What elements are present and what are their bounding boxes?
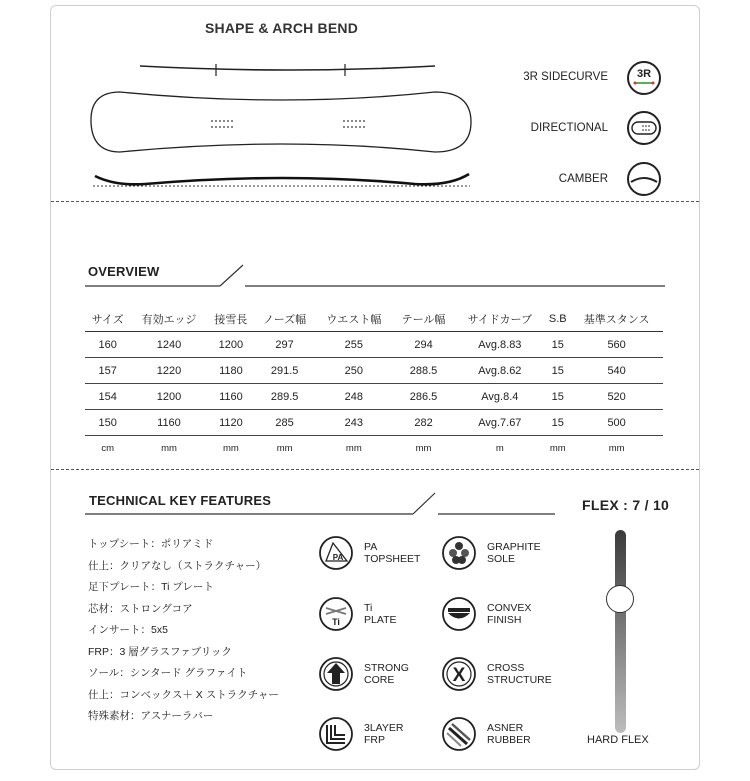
flex-track (615, 530, 626, 733)
feature-line2: FRP (364, 734, 385, 746)
table-cell: 560 (570, 332, 663, 358)
unit-cell: mm (549, 443, 566, 454)
table-cell: 297 (254, 332, 315, 358)
list-item: インサート：5x5 (88, 624, 168, 636)
col-header: ウエスト幅 (315, 307, 393, 332)
table-cell: 250 (315, 358, 393, 384)
table-cell: 520 (570, 384, 663, 410)
table-cell: 294 (393, 332, 455, 358)
table-cell: 1160 (208, 384, 255, 410)
graphite-sole-icon (441, 535, 477, 571)
list-item: FRP：3 層グラスファブリック (88, 645, 232, 658)
feature-graphite-sole (441, 535, 541, 571)
table-cell: 15 (545, 384, 570, 410)
section-divider-top (51, 201, 699, 202)
table-cell: 15 (545, 332, 570, 358)
table-cell: 154 (85, 384, 130, 410)
table-cell: Avg.8.62 (454, 358, 545, 384)
flex-level-knob (606, 585, 634, 613)
table-cell: 282 (393, 410, 455, 436)
svg-text:PA: PA (332, 553, 344, 562)
list-item: 仕上：コンベックス＋ X ストラクチャー (88, 688, 279, 701)
ti-plate-icon (318, 596, 354, 632)
spec-table (85, 307, 663, 461)
asner-rubber-icon (441, 716, 477, 752)
col-header: テール幅 (393, 307, 455, 332)
table-cell: 1200 (208, 332, 255, 358)
overview-title-rule (85, 262, 665, 288)
list-item: 特殊素材：アスナーラバー (88, 710, 214, 722)
board-outline (91, 92, 471, 152)
table-cell: 248 (315, 384, 393, 410)
feature-line2: STRUCTURE (487, 674, 552, 686)
icon-label-camber: CAMBER (558, 173, 608, 185)
feature-line2: FINISH (487, 614, 522, 626)
feature-ti-plate (318, 596, 396, 632)
table-cell: 1160 (130, 410, 207, 436)
table-cell: 1180 (208, 358, 255, 384)
feature-cross-structure (441, 656, 552, 692)
feature-line1: PA (364, 541, 378, 553)
convex-finish-icon (441, 596, 477, 632)
table-cell: 1120 (208, 410, 255, 436)
flex-hard-label: HARD FLEX (587, 734, 649, 746)
list-item: 芯材：ストロングコア (88, 602, 193, 615)
table-row (85, 332, 663, 358)
insert-holes-rear (343, 120, 365, 128)
feature-convex-finish (441, 596, 531, 632)
list-item: 仕上：クリアなし（ストラクチャー） (88, 559, 267, 572)
feature-line1: Ti (364, 602, 373, 614)
section-divider-bottom (51, 469, 699, 470)
feature-line1: GRAPHITE (487, 541, 541, 553)
list-item: ソール：シンタード グラファイト (88, 667, 248, 679)
3layer-frp-icon (318, 716, 354, 752)
unit-cell: mm (345, 443, 362, 454)
3r-sidecurve-icon (626, 60, 662, 96)
unit-cell: mm (608, 443, 625, 454)
list-item: トップシート：ポリアミド (88, 538, 214, 550)
table-cell: Avg.8.4 (454, 384, 545, 410)
feature-line1: STRONG (364, 662, 409, 674)
table-cell: Avg.7.67 (454, 410, 545, 436)
feature-asner-rubber (441, 716, 531, 752)
icon-label-3r-sidecurve: 3R SIDECURVE (523, 71, 608, 83)
col-header: サイドカーブ (454, 307, 545, 332)
feature-strong-core (318, 656, 409, 692)
table-cell: 1200 (130, 384, 207, 410)
feature-line1: CROSS (487, 662, 525, 674)
col-header: S.B (545, 307, 570, 332)
tech-spec-list (88, 534, 279, 728)
feature-line1: 3LAYER (364, 722, 404, 734)
col-header: ノーズ幅 (254, 307, 315, 332)
spec-table-header (85, 307, 663, 332)
pa-topsheet-icon (318, 535, 354, 571)
unit-cell: m (495, 443, 504, 454)
table-cell: 157 (85, 358, 130, 384)
feature-line1: ASNER (487, 722, 524, 734)
cross-structure-icon (441, 656, 477, 692)
board-shape-diagram (85, 60, 480, 195)
feature-pa-topsheet (318, 535, 420, 571)
svg-text:3R: 3R (636, 68, 652, 80)
table-cell: 160 (85, 332, 130, 358)
shape-title: SHAPE & ARCH BEND (205, 20, 359, 36)
col-header: 基準スタンス (570, 307, 663, 332)
insert-holes-front (211, 120, 233, 128)
feature-line2: RUBBER (487, 734, 531, 746)
table-cell: 243 (315, 410, 393, 436)
table-cell: 288.5 (393, 358, 455, 384)
table-row (85, 358, 663, 384)
svg-text:X: X (452, 665, 466, 686)
table-cell: 285 (254, 410, 315, 436)
board-arch-line (140, 66, 435, 70)
table-cell: 15 (545, 358, 570, 384)
unit-cell: mm (161, 443, 177, 454)
svg-text:Ti: Ti (332, 617, 340, 627)
camber-profile (95, 174, 469, 184)
directional-icon (626, 110, 662, 146)
unit-cell: mm (415, 443, 432, 454)
table-cell: 540 (570, 358, 663, 384)
icon-label-directional: DIRECTIONAL (530, 122, 608, 134)
table-cell: 1220 (130, 358, 207, 384)
feature-line2: TOPSHEET (364, 553, 421, 565)
feature-3layer-frp (318, 716, 404, 752)
tech-title-rule (85, 490, 555, 516)
flex-title: FLEX : 7 / 10 (582, 497, 670, 513)
unit-cell: cm (101, 443, 114, 454)
camber-icon (626, 161, 662, 197)
units-row (85, 436, 663, 462)
table-row (85, 410, 663, 436)
col-header: サイズ (85, 307, 130, 332)
table-cell: 255 (315, 332, 393, 358)
table-cell: 286.5 (393, 384, 455, 410)
feature-line2: CORE (364, 674, 395, 686)
table-cell: 1240 (130, 332, 207, 358)
table-cell: 289.5 (254, 384, 315, 410)
table-cell: 15 (545, 410, 570, 436)
unit-cell: mm (276, 443, 293, 454)
overview-title: OVERVIEW (88, 264, 160, 279)
col-header: 有効エッジ (130, 307, 207, 332)
table-cell: 500 (570, 410, 663, 436)
feature-line2: SOLE (487, 553, 516, 565)
col-header: 接雪長 (208, 307, 255, 332)
feature-line1: CONVEX (487, 602, 532, 614)
unit-cell: mm (222, 443, 239, 454)
table-cell: 291.5 (254, 358, 315, 384)
tech-title: TECHNICAL KEY FEATURES (89, 493, 272, 508)
table-cell: Avg.8.83 (454, 332, 545, 358)
strong-core-icon (318, 656, 354, 692)
feature-line2: PLATE (364, 614, 397, 626)
table-row (85, 384, 663, 410)
list-item: 足下プレート：Ti プレート (88, 581, 214, 593)
table-cell: 150 (85, 410, 130, 436)
